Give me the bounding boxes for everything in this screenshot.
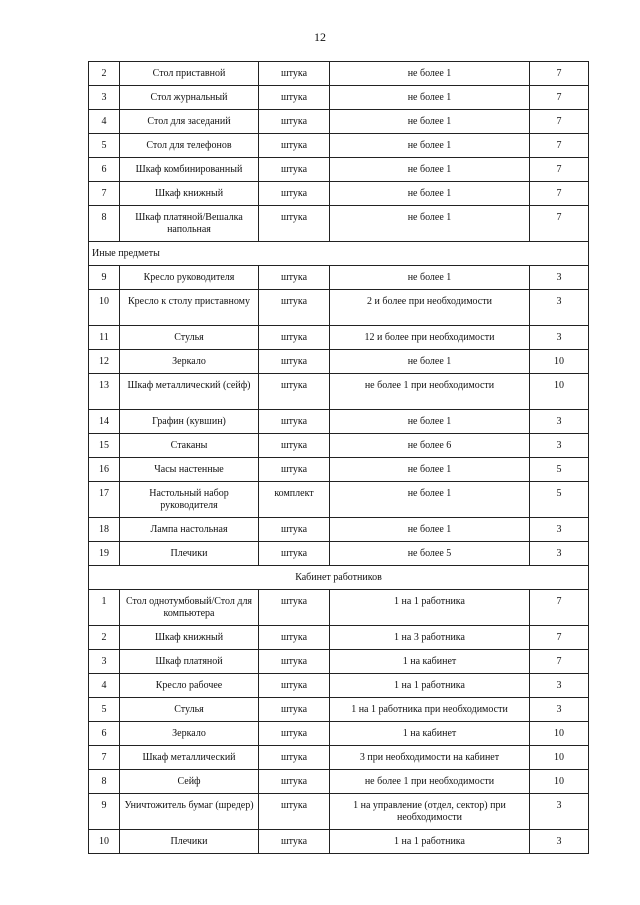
item-service-years: 10	[530, 770, 589, 794]
row-number: 19	[89, 542, 120, 566]
section-header-row	[89, 566, 589, 590]
item-service-years: 3	[530, 326, 589, 350]
item-norm: не более 1	[330, 350, 530, 374]
table-row	[89, 650, 589, 674]
item-unit: штука	[259, 542, 330, 566]
row-number: 14	[89, 410, 120, 434]
item-name: Шкаф платяной/Вешалка напольная	[120, 206, 259, 242]
row-number: 12	[89, 350, 120, 374]
item-norm: не более 1 при необходимости	[330, 374, 530, 410]
item-name: Лампа настольная	[120, 518, 259, 542]
item-unit: штука	[259, 794, 330, 830]
item-unit: штука	[259, 650, 330, 674]
furniture-norms-table	[88, 61, 589, 854]
table-row	[89, 326, 589, 350]
item-name: Часы настенные	[120, 458, 259, 482]
item-name: Сейф	[120, 770, 259, 794]
item-name: Плечики	[120, 542, 259, 566]
row-number: 16	[89, 458, 120, 482]
table-row	[89, 182, 589, 206]
item-name: Шкаф книжный	[120, 626, 259, 650]
item-unit: штука	[259, 518, 330, 542]
item-name: Зеркало	[120, 350, 259, 374]
item-name: Шкаф комбинированный	[120, 158, 259, 182]
item-unit: штука	[259, 746, 330, 770]
table-row	[89, 62, 589, 86]
table-row	[89, 482, 589, 518]
item-unit: штука	[259, 158, 330, 182]
item-service-years: 7	[530, 158, 589, 182]
item-norm: не более 1	[330, 110, 530, 134]
item-unit: штука	[259, 698, 330, 722]
item-unit: штука	[259, 350, 330, 374]
table-row	[89, 206, 589, 242]
item-norm: 1 на 1 работника при необходимости	[330, 698, 530, 722]
table-row	[89, 110, 589, 134]
item-service-years: 3	[530, 518, 589, 542]
item-unit: штука	[259, 410, 330, 434]
item-unit: штука	[259, 182, 330, 206]
page-number: 12	[314, 30, 326, 44]
item-name: Стулья	[120, 326, 259, 350]
item-name: Графин (кувшин)	[120, 410, 259, 434]
item-name: Стол для заседаний	[120, 110, 259, 134]
item-name: Уничтожитель бумаг (шредер)	[120, 794, 259, 830]
item-norm: не более 1	[330, 62, 530, 86]
row-number: 5	[89, 698, 120, 722]
item-service-years: 7	[530, 182, 589, 206]
item-unit: штука	[259, 62, 330, 86]
row-number: 15	[89, 434, 120, 458]
table-row	[89, 626, 589, 650]
table-row	[89, 290, 589, 326]
item-norm: не более 1	[330, 182, 530, 206]
item-norm: не более 1 при необходимости	[330, 770, 530, 794]
item-name: Стол приставной	[120, 62, 259, 86]
item-norm: не более 1	[330, 410, 530, 434]
item-unit: штука	[259, 134, 330, 158]
item-service-years: 10	[530, 722, 589, 746]
item-service-years: 3	[530, 794, 589, 830]
item-service-years: 7	[530, 110, 589, 134]
item-norm: не более 1	[330, 482, 530, 518]
item-norm: 3 при необходимости на кабинет	[330, 746, 530, 770]
item-unit: штука	[259, 590, 330, 626]
item-name: Стол журнальный	[120, 86, 259, 110]
table-row	[89, 266, 589, 290]
table-row	[89, 350, 589, 374]
table-row	[89, 674, 589, 698]
item-service-years: 7	[530, 86, 589, 110]
item-norm: 1 на кабинет	[330, 722, 530, 746]
item-service-years: 3	[530, 674, 589, 698]
table-row	[89, 698, 589, 722]
item-norm: 1 на управление (отдел, сектор) при необходимости	[330, 794, 530, 830]
item-unit: штука	[259, 86, 330, 110]
item-norm: 12 и более при необходимости	[330, 326, 530, 350]
item-service-years: 7	[530, 62, 589, 86]
item-service-years: 10	[530, 350, 589, 374]
table-row	[89, 434, 589, 458]
item-service-years: 3	[530, 542, 589, 566]
item-service-years: 3	[530, 290, 589, 326]
row-number: 2	[89, 62, 120, 86]
item-unit: штука	[259, 110, 330, 134]
table-row	[89, 458, 589, 482]
item-norm: 1 на 1 работника	[330, 590, 530, 626]
table-row	[89, 134, 589, 158]
item-norm: 1 на 1 работника	[330, 674, 530, 698]
row-number: 10	[89, 830, 120, 854]
item-service-years: 7	[530, 590, 589, 626]
row-number: 8	[89, 770, 120, 794]
table-row	[89, 722, 589, 746]
item-name: Шкаф книжный	[120, 182, 259, 206]
item-unit: штука	[259, 722, 330, 746]
item-name: Плечики	[120, 830, 259, 854]
item-unit: штука	[259, 770, 330, 794]
section-header-row	[89, 242, 589, 266]
item-service-years: 7	[530, 650, 589, 674]
table-row	[89, 374, 589, 410]
section-title: Кабинет работников	[89, 566, 589, 590]
item-norm: не более 1	[330, 518, 530, 542]
item-norm: не более 1	[330, 458, 530, 482]
item-unit: штука	[259, 674, 330, 698]
item-name: Настольный набор руководителя	[120, 482, 259, 518]
item-norm: 1 на кабинет	[330, 650, 530, 674]
table-row	[89, 590, 589, 626]
row-number: 3	[89, 650, 120, 674]
table-row	[89, 746, 589, 770]
item-name: Зеркало	[120, 722, 259, 746]
row-number: 8	[89, 206, 120, 242]
item-service-years: 5	[530, 458, 589, 482]
row-number: 7	[89, 182, 120, 206]
table-row	[89, 794, 589, 830]
item-name: Шкаф металлический	[120, 746, 259, 770]
table-row	[89, 410, 589, 434]
table-row	[89, 542, 589, 566]
row-number: 6	[89, 158, 120, 182]
item-name: Кресло руководителя	[120, 266, 259, 290]
item-service-years: 7	[530, 134, 589, 158]
row-number: 13	[89, 374, 120, 410]
item-name: Стаканы	[120, 434, 259, 458]
item-unit: штука	[259, 458, 330, 482]
item-unit: штука	[259, 206, 330, 242]
item-service-years: 3	[530, 434, 589, 458]
row-number: 7	[89, 746, 120, 770]
item-name: Шкаф платяной	[120, 650, 259, 674]
item-unit: штука	[259, 374, 330, 410]
table-row	[89, 518, 589, 542]
row-number: 6	[89, 722, 120, 746]
item-unit: комплект	[259, 482, 330, 518]
item-unit: штука	[259, 290, 330, 326]
item-norm: не более 5	[330, 542, 530, 566]
item-norm: не более 1	[330, 134, 530, 158]
item-norm: не более 1	[330, 86, 530, 110]
row-number: 18	[89, 518, 120, 542]
item-norm: 1 на 3 работника	[330, 626, 530, 650]
item-service-years: 3	[530, 830, 589, 854]
row-number: 4	[89, 110, 120, 134]
table-row	[89, 830, 589, 854]
row-number: 1	[89, 590, 120, 626]
item-name: Шкаф металлический (сейф)	[120, 374, 259, 410]
row-number: 11	[89, 326, 120, 350]
item-service-years: 7	[530, 626, 589, 650]
row-number: 10	[89, 290, 120, 326]
item-norm: не более 1	[330, 158, 530, 182]
row-number: 17	[89, 482, 120, 518]
item-name: Стол однотумбовый/Стол для компьютера	[120, 590, 259, 626]
item-name: Кресло к столу приставному	[120, 290, 259, 326]
table-row	[89, 158, 589, 182]
item-service-years: 3	[530, 266, 589, 290]
item-norm: не более 1	[330, 206, 530, 242]
row-number: 5	[89, 134, 120, 158]
item-norm: 2 и более при необходимости	[330, 290, 530, 326]
item-service-years: 7	[530, 206, 589, 242]
item-service-years: 3	[530, 410, 589, 434]
row-number: 4	[89, 674, 120, 698]
item-service-years: 3	[530, 698, 589, 722]
item-unit: штука	[259, 626, 330, 650]
section-title: Иные предметы	[89, 242, 589, 266]
row-number: 3	[89, 86, 120, 110]
row-number: 9	[89, 266, 120, 290]
table-row	[89, 86, 589, 110]
row-number: 2	[89, 626, 120, 650]
item-unit: штука	[259, 434, 330, 458]
item-name: Кресло рабочее	[120, 674, 259, 698]
item-norm: не более 6	[330, 434, 530, 458]
row-number: 9	[89, 794, 120, 830]
item-name: Стол для телефонов	[120, 134, 259, 158]
item-norm: 1 на 1 работника	[330, 830, 530, 854]
item-service-years: 10	[530, 374, 589, 410]
item-name: Стулья	[120, 698, 259, 722]
item-unit: штука	[259, 266, 330, 290]
item-service-years: 5	[530, 482, 589, 518]
item-unit: штука	[259, 830, 330, 854]
item-service-years: 10	[530, 746, 589, 770]
item-unit: штука	[259, 326, 330, 350]
table-row	[89, 770, 589, 794]
item-norm: не более 1	[330, 266, 530, 290]
